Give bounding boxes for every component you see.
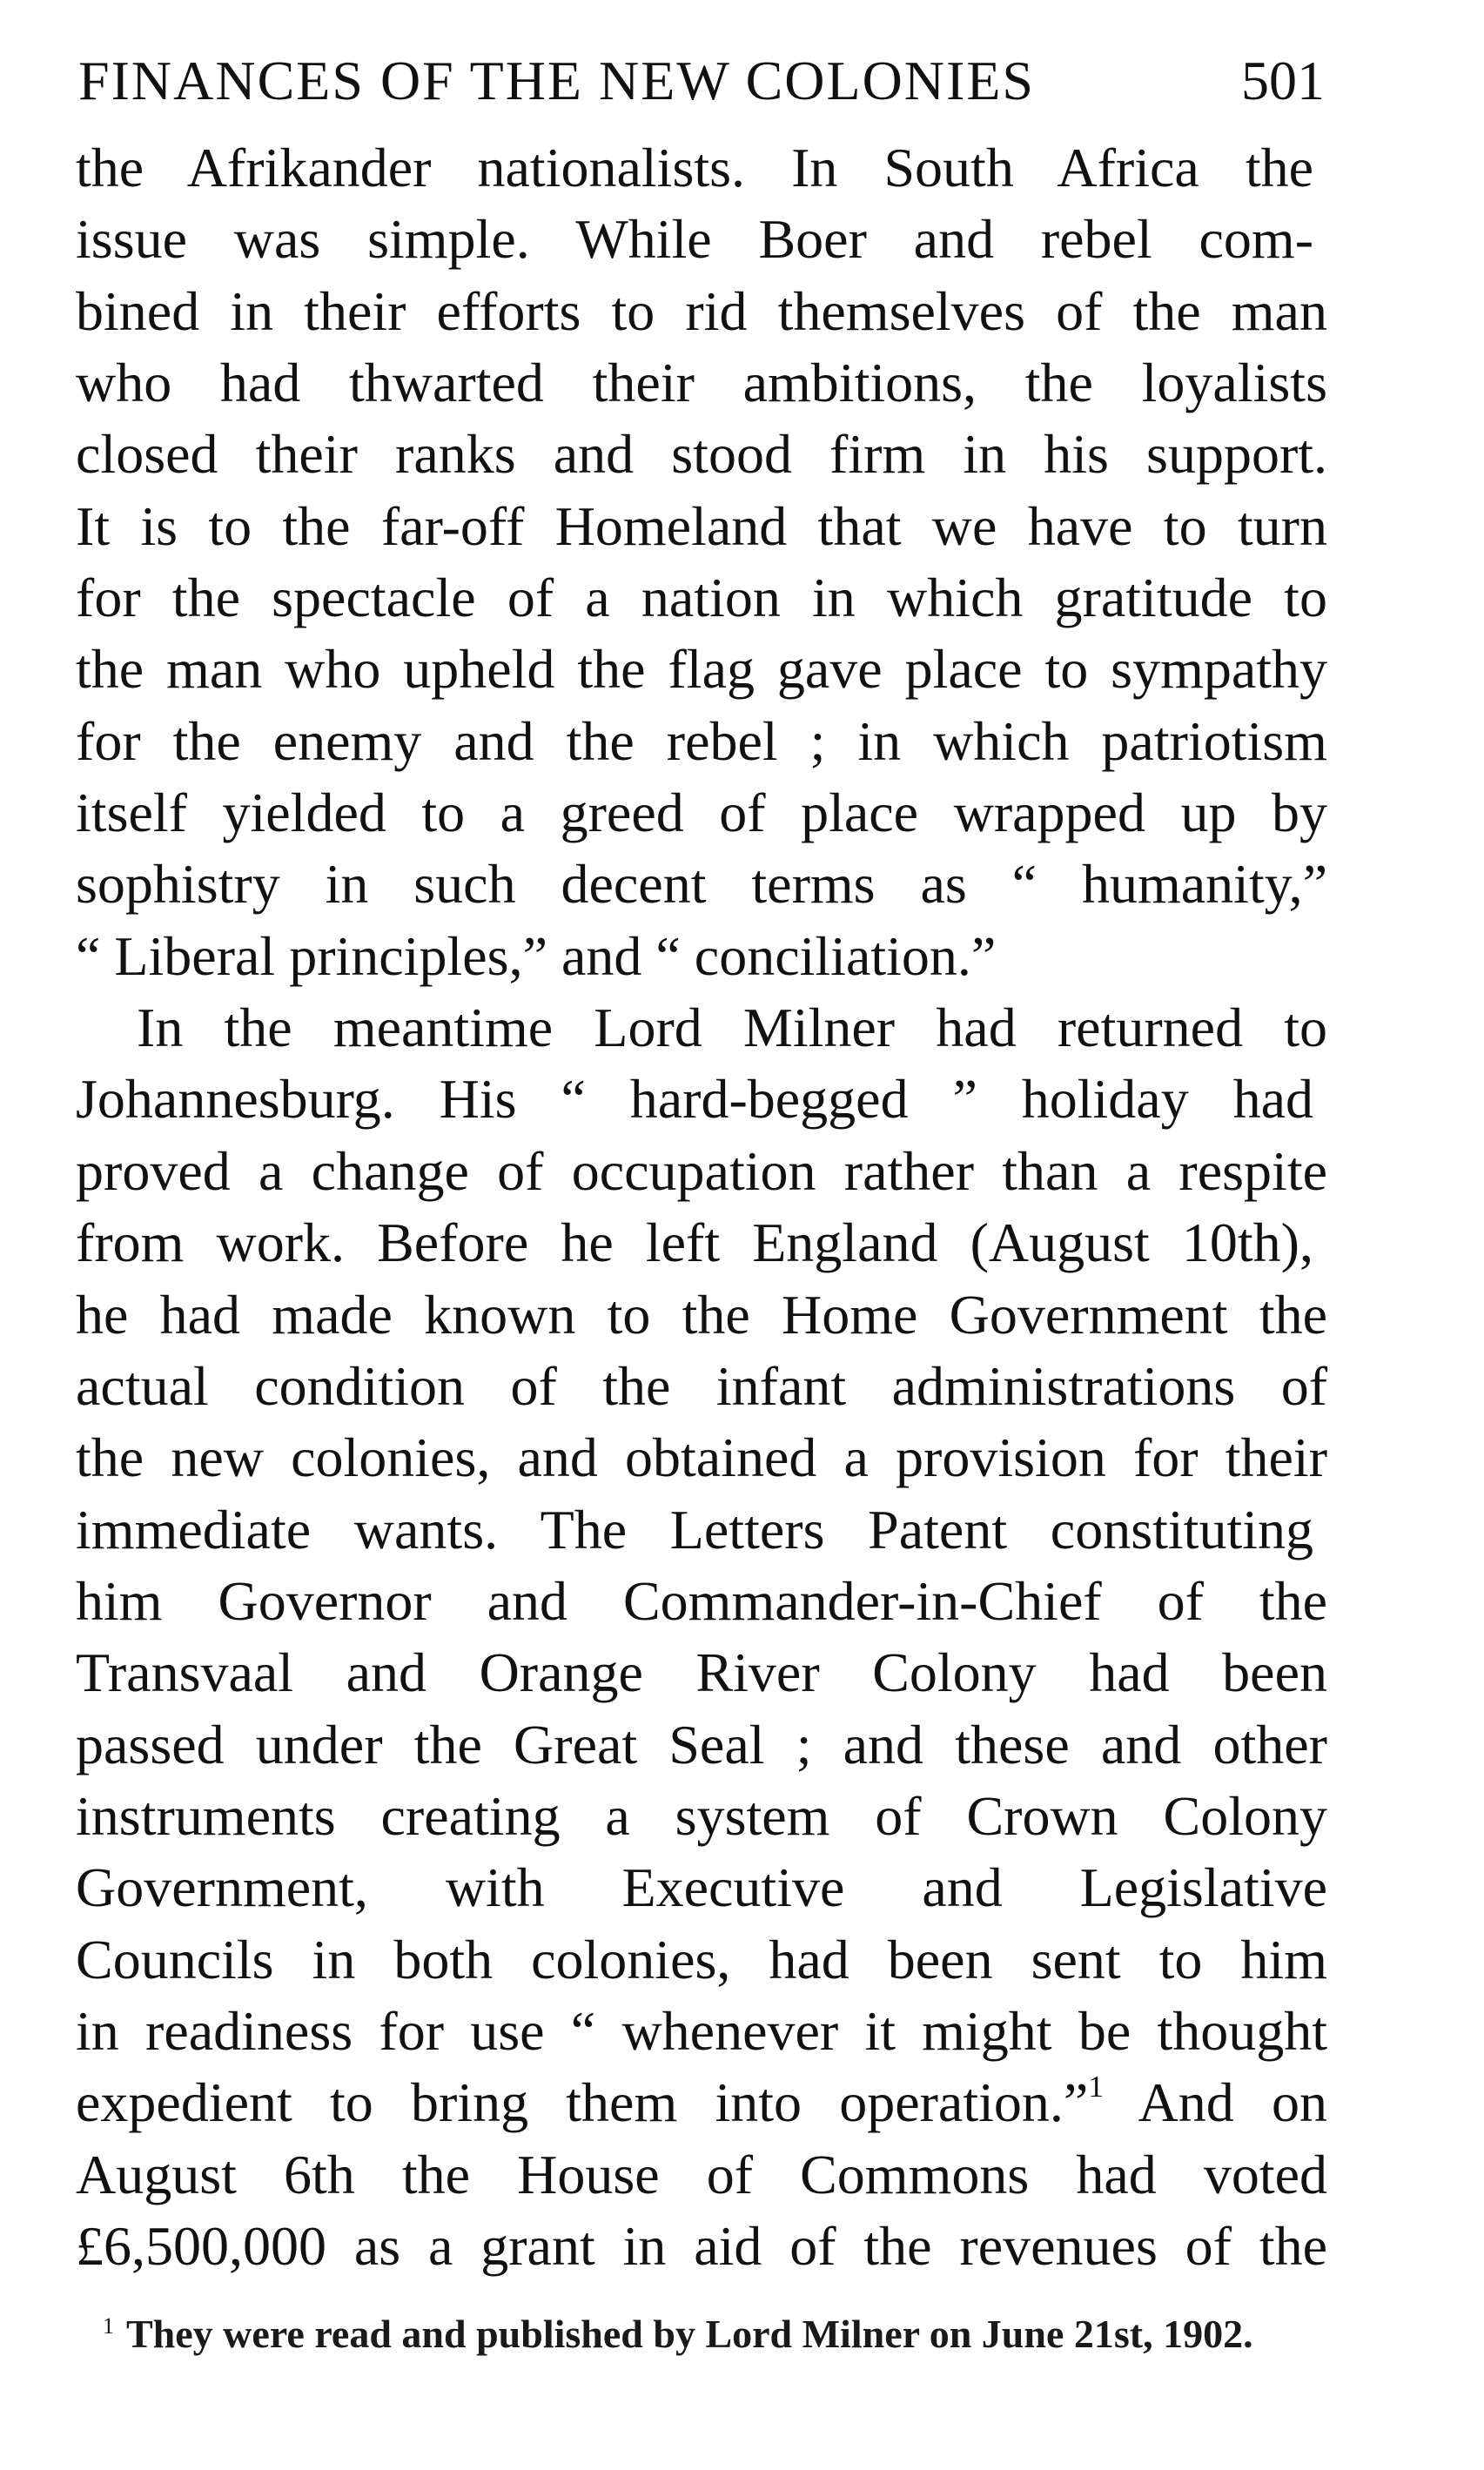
text-line: passed under the Great Seal ; and these and other — [76, 1713, 1327, 1775]
text-line: he had made known to the Home Government the — [76, 1283, 1328, 1346]
text-line: August 6th the House of Commons had voted — [76, 2143, 1328, 2205]
footnote-reference[interactable]: 1 — [1088, 2070, 1104, 2104]
text-line: closed their ranks and stood firm in his support. — [76, 423, 1328, 486]
footnote — [103, 2308, 1321, 2360]
page-number: 501 — [1241, 50, 1325, 111]
text-line-segment: And on — [1103, 2071, 1328, 2134]
text-line: immediate wants. The Letters Patent constituting — [76, 1498, 1314, 1561]
text-line-paragraph-start: In the meantime Lord Milner had returned to — [137, 997, 1328, 1059]
text-line: for the spectacle of a nation in which gratitude to — [76, 567, 1327, 629]
text-line: Government, with Executive and Legislative — [76, 1856, 1327, 1919]
text-line: for the enemy and the rebel ; in which patriotism — [76, 709, 1327, 772]
text-line: instruments creating a system of Crown Colony — [76, 1784, 1327, 1847]
text-line: sophistry in such decent terms as “ humanity,” — [76, 853, 1327, 916]
text-line-paragraph-end: “ Liberal principles,” and “ conciliation.” — [76, 924, 997, 987]
text-line: from work. Before he left England (August 10th), — [76, 1212, 1313, 1274]
text-line: who had thwarted their ambitions, the loyalists — [76, 352, 1327, 414]
text-line: proved a change of occupation rather than a respite — [76, 1139, 1328, 1202]
text-line-segment: expedient to bring them into operation.” — [76, 2071, 1089, 2134]
text-line: It is to the far-off Homeland that we have to turn — [76, 494, 1327, 557]
text-line: him Governor and Commander-in-Chief of the — [76, 1569, 1328, 1632]
chapter-running-title: FINANCES OF THE NEW COLONIES — [78, 50, 1035, 111]
text-line: in readiness for use “ whenever it might be thought — [76, 1999, 1328, 2062]
text-line: the Afrikander nationalists. In South Africa the — [76, 137, 1314, 198]
text-line: the new colonies, and obtained a provision for their — [76, 1426, 1328, 1489]
text-line: issue was simple. While Boer and rebel com- — [76, 208, 1314, 271]
text-line: actual condition of the infant administrations of — [76, 1354, 1328, 1417]
text-line: bined in their efforts to rid themselves of the man — [76, 279, 1327, 342]
text-line-with-note — [76, 2067, 1327, 2138]
footnote-marker: 1 — [103, 2313, 114, 2339]
text-line: Councils in both colonies, had been sent to him — [76, 1928, 1327, 1990]
running-head — [78, 45, 1325, 117]
text-line: £6,500,000 as a grant in aid of the revenues of the — [76, 2214, 1328, 2277]
text-line: Transvaal and Orange River Colony had been — [76, 1641, 1327, 1704]
body-text — [76, 132, 1327, 2282]
footnote-text: They were read and published by Lord Milner on June 21st, 1902. — [126, 2312, 1253, 2356]
text-line: the man who upheld the flag gave place to sympathy — [76, 638, 1328, 701]
text-line: itself yielded to a greed of place wrapped up by — [76, 782, 1327, 844]
text-line: Johannesburg. His “ hard-begged ” holiday had — [76, 1068, 1313, 1131]
